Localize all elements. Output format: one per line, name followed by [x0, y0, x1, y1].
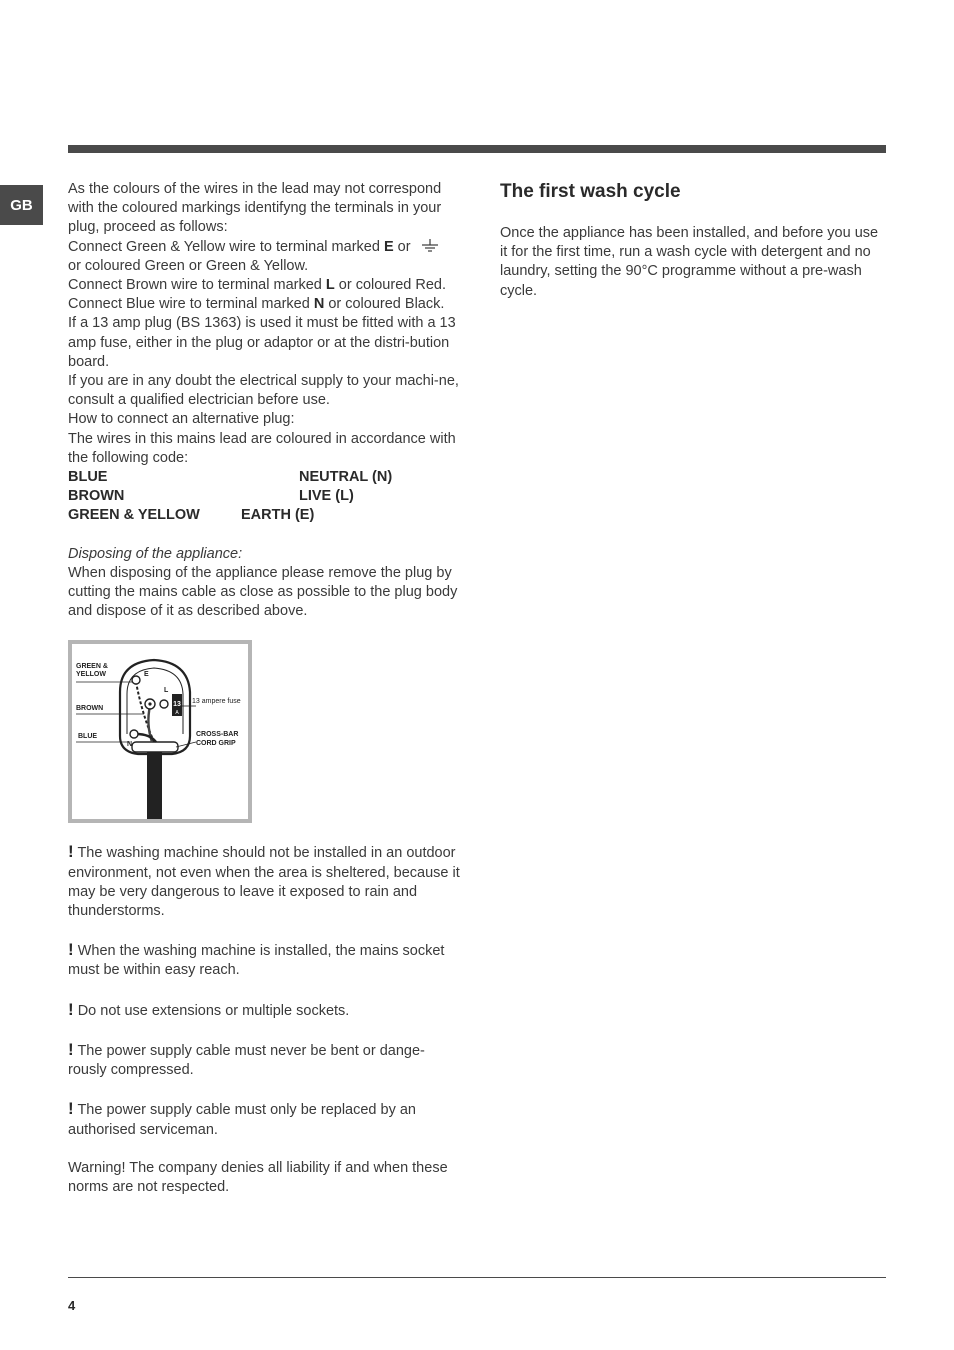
label-green-2: YELLOW — [76, 671, 106, 679]
terminal-e-label: E — [144, 671, 149, 679]
wire-terminal: EARTH (E) — [241, 507, 315, 524]
warning-cable-bent — [68, 1040, 460, 1080]
label-blue: BLUE — [78, 733, 98, 741]
terminal-l-bold: L — [325, 277, 335, 294]
left-column — [68, 180, 460, 1197]
neutral-terminal — [130, 730, 138, 738]
warning-text: The washing machine should not be installed in an outdoor environment, not even when the area is sheltered, because it may be very dangerous to leave it exposed to rain and thunderstorms. — [68, 845, 460, 920]
connect-green-mid: or — [393, 238, 415, 255]
label-brown: BROWN — [76, 705, 104, 713]
connect-blue-pre: Connect Blue wire to terminal marked — [68, 296, 314, 313]
disposal-heading: Disposing of the appliance: — [68, 545, 243, 562]
wire-terminal: LIVE (L) — [299, 488, 354, 505]
connect-brown-line — [68, 276, 460, 295]
wire-code-table — [68, 468, 460, 526]
warning-socket — [68, 940, 460, 980]
disposal-paragraph: When disposing of the appliance please remove the plug by cutting the mains cable as close as possible to the plug body and dispose of it as described above. — [68, 564, 458, 620]
doubt-paragraph: If you are in any doubt the electrical supply to your machi-ne, consult a qualified electrician before use. — [68, 373, 459, 409]
wire-colour: GREEN & YELLOW — [68, 507, 200, 524]
right-column — [500, 180, 886, 301]
label-grip-1: CROSS-BAR — [196, 731, 239, 739]
connect-green-pre: Connect Green & Yellow wire to terminal marked — [68, 238, 384, 255]
fuse-paragraph: If a 13 amp plug (BS 1363) is used it must be fitted with a 13 amp fuse, either in the plug or adaptor or at the distri-bution board. — [68, 315, 456, 370]
warning-extensions — [68, 1000, 460, 1021]
page-number: 4 — [68, 1298, 76, 1313]
earth-terminal — [132, 676, 140, 684]
warning-text: Do not use extensions or multiple sockets. — [77, 1002, 350, 1019]
connect-green-post: or coloured Green or Green & Yellow. — [68, 257, 309, 274]
connect-blue-line — [68, 295, 460, 314]
wire-terminal: NEUTRAL (N) — [299, 469, 393, 486]
label-green-1: GREEN & — [76, 663, 108, 671]
plug-wiring-diagram — [68, 640, 252, 823]
top-rule — [68, 145, 886, 153]
warning-cable-replace — [68, 1099, 460, 1139]
connect-green-line — [68, 238, 460, 276]
fuse-letter: A — [175, 710, 179, 717]
language-tab: GB — [0, 185, 43, 225]
liability-paragraph: Warning! The company denies all liability if and when these norms are not respected. — [68, 1159, 448, 1195]
connect-blue-post: or coloured Black. — [324, 296, 445, 313]
warning-text: When the washing machine is installed, the mains socket must be within easy reach. — [68, 943, 445, 979]
cord-grip-bar — [132, 742, 178, 752]
label-fuse: 13 ampere fuse — [192, 698, 241, 706]
plug-diagram-svg — [72, 644, 248, 819]
warning-icon: ! — [68, 1039, 74, 1059]
bottom-rule — [68, 1277, 886, 1278]
first-wash-paragraph: Once the appliance has been installed, and before you use it for the first time, run a wash cycle with detergent and no laundry, setting the 90°C programme without a pre-wash cycle. — [500, 225, 879, 299]
earth-icon — [421, 239, 439, 253]
warning-icon: ! — [68, 842, 74, 862]
warning-text: The power supply cable must never be bent or dange-rously compressed. — [68, 1042, 425, 1079]
wire-colour: BLUE — [68, 469, 108, 486]
live-terminal-screw — [160, 700, 168, 708]
alt-plug-paragraph: How to connect an alternative plug: — [68, 411, 295, 428]
connect-brown-pre: Connect Brown wire to terminal marked — [68, 277, 326, 294]
code-intro-paragraph: The wires in this mains lead are coloured in accordance with the following code: — [68, 430, 456, 466]
warning-icon: ! — [68, 999, 74, 1019]
wire-colour: BROWN — [68, 488, 125, 505]
wire-code-row — [68, 506, 460, 525]
terminal-e-bold: E — [383, 238, 394, 255]
terminal-n-bold: N — [313, 296, 325, 313]
wire-code-row — [68, 468, 460, 487]
label-grip-2: CORD GRIP — [196, 740, 236, 748]
warning-icon: ! — [68, 940, 74, 960]
terminal-l-label: L — [164, 687, 169, 695]
connect-brown-post: or coloured Red. — [334, 277, 446, 294]
warning-outdoor — [68, 842, 460, 921]
mains-cord — [147, 742, 162, 819]
wire-code-row — [68, 487, 460, 506]
section-title: The first wash cycle — [500, 181, 681, 202]
terminal-n-label: N — [127, 741, 133, 749]
warning-icon: ! — [68, 1099, 74, 1119]
fuse-number: 13 — [173, 701, 181, 709]
intro-paragraph: As the colours of the wires in the lead may not correspond with the coloured markings identifyng the terminals in your plug, proceed as follows: — [68, 181, 442, 236]
warning-text: The power supply cable must only be replaced by an authorised serviceman. — [68, 1102, 416, 1138]
